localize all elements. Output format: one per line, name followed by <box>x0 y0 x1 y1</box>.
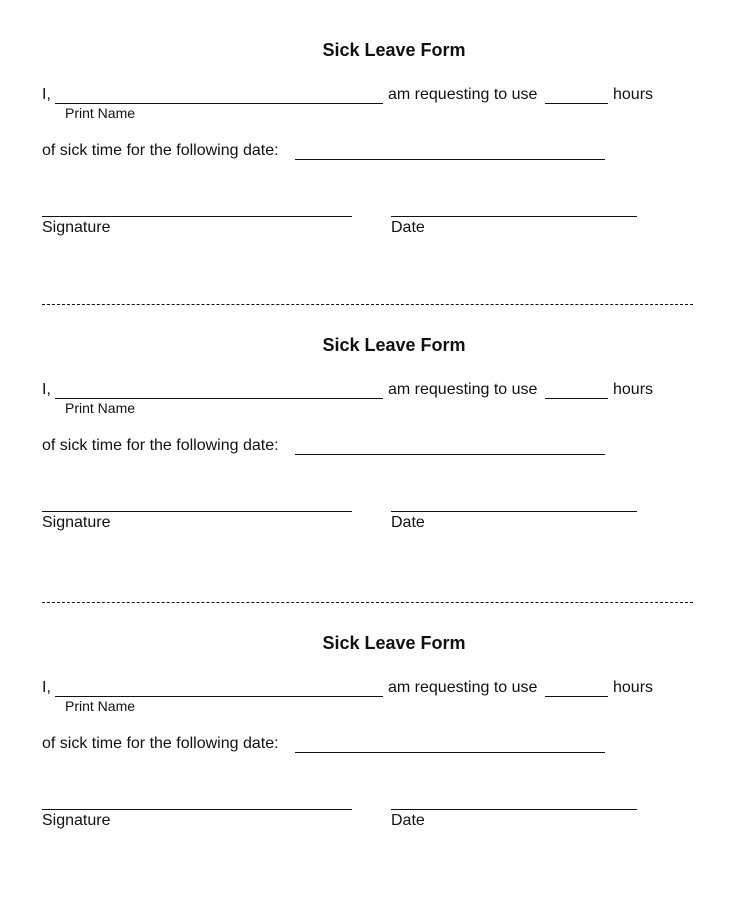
hours-text: hours <box>613 86 654 103</box>
sick-leave-form-3 <box>0 593 736 853</box>
sick-leave-form-2 <box>0 295 736 555</box>
signed-date-field[interactable] <box>391 198 637 217</box>
signature-label: Signature <box>42 812 111 829</box>
intro-text: I, <box>42 679 51 696</box>
signature-field[interactable] <box>42 493 352 512</box>
hours-field[interactable] <box>545 380 608 399</box>
leave-date-field[interactable] <box>295 141 605 160</box>
form-title: Sick Leave Form <box>322 633 466 653</box>
signed-date-field[interactable] <box>391 791 637 810</box>
leave-date-field[interactable] <box>295 436 605 455</box>
date-label: Date <box>391 219 425 236</box>
hours-text: hours <box>613 679 654 696</box>
signature-label: Signature <box>42 514 111 531</box>
form-title: Sick Leave Form <box>322 335 466 355</box>
name-field[interactable] <box>55 678 383 697</box>
hours-field[interactable] <box>545 85 608 104</box>
signature-label: Signature <box>42 219 111 236</box>
form-title: Sick Leave Form <box>322 40 466 60</box>
name-field[interactable] <box>55 380 383 399</box>
date-request-text: of sick time for the following date: <box>42 735 279 752</box>
hours-text: hours <box>613 381 654 398</box>
signature-field[interactable] <box>42 198 352 217</box>
date-request-text: of sick time for the following date: <box>42 437 279 454</box>
hours-field[interactable] <box>545 678 608 697</box>
intro-text: I, <box>42 381 51 398</box>
signature-field[interactable] <box>42 791 352 810</box>
sick-leave-form-1 <box>0 0 736 260</box>
request-text: am requesting to use <box>388 679 538 696</box>
print-name-label: Print Name <box>65 105 136 121</box>
name-field[interactable] <box>55 85 383 104</box>
signed-date-field[interactable] <box>391 493 637 512</box>
date-label: Date <box>391 812 425 829</box>
date-request-text: of sick time for the following date: <box>42 142 279 159</box>
request-text: am requesting to use <box>388 381 538 398</box>
print-name-label: Print Name <box>65 698 136 714</box>
intro-text: I, <box>42 86 51 103</box>
print-name-label: Print Name <box>65 400 136 416</box>
request-text: am requesting to use <box>388 86 538 103</box>
leave-date-field[interactable] <box>295 734 605 753</box>
date-label: Date <box>391 514 425 531</box>
